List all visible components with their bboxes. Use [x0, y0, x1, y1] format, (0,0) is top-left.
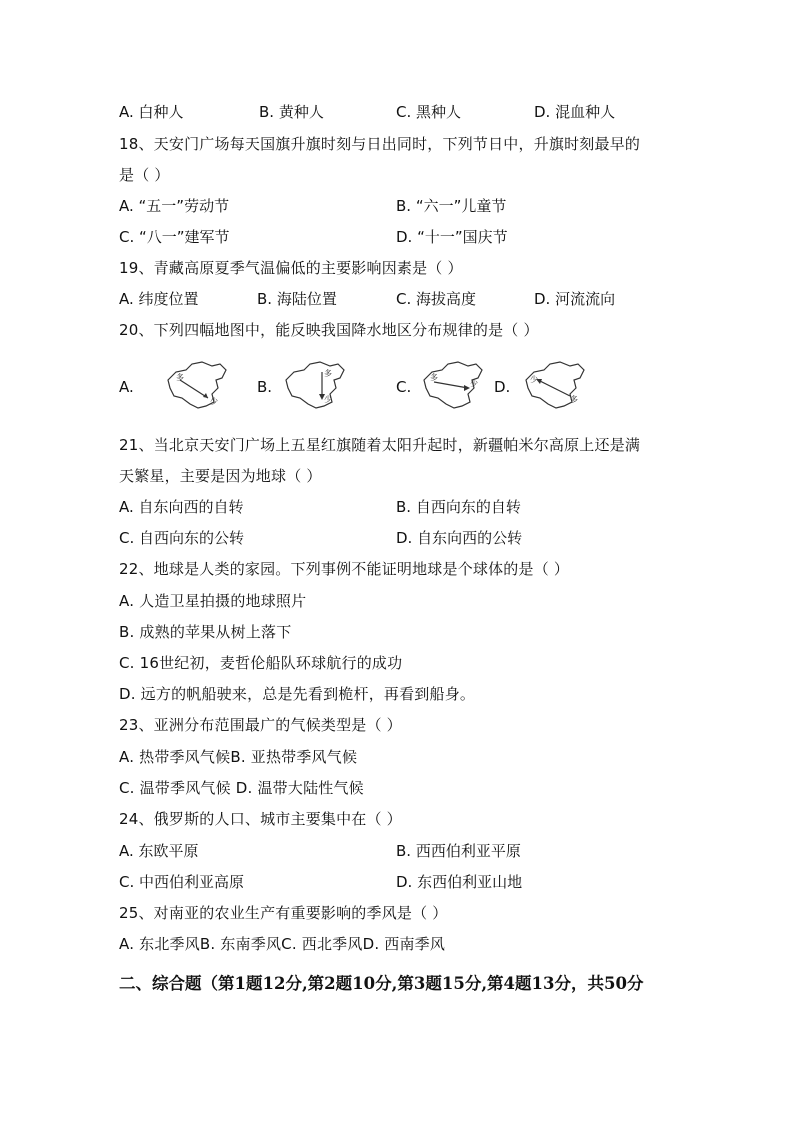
q21-option-b: B. 自西向东的自转 — [396, 498, 521, 516]
q20-option-b-label: B. — [257, 378, 273, 396]
section2-title: 二、综合题（第1题12分,第2题10分,第3题15分,第4题13分，共50分 — [119, 974, 644, 993]
q24-option-d: D. 东西伯利亚山地 — [396, 873, 523, 891]
q17-option-c: C. 黑种人 — [396, 103, 462, 121]
q18-option-a: A. “五一”劳动节 — [119, 197, 230, 215]
q18-option-d: D. “十一”国庆节 — [396, 228, 508, 246]
q21-stem-line2: 天繁星，主要是因为地球（ ） — [119, 467, 322, 485]
map-a-text-shao: 少 — [210, 397, 218, 406]
q24-stem: 24、俄罗斯的人口、城市主要集中在（ ） — [119, 810, 402, 828]
china-map-c-icon — [418, 358, 488, 412]
q24-option-c: C. 中西伯利亚高原 — [119, 873, 245, 891]
q22-option-a: A. 人造卫星拍摄的地球照片 — [119, 592, 307, 610]
map-c-text-shao: 少 — [470, 379, 478, 388]
china-map-a-icon — [162, 358, 232, 412]
q19-option-b: B. 海陆位置 — [257, 290, 337, 308]
q25-options-line: A. 东北季风B. 东南季风C. 西北季风D. 西南季风 — [119, 935, 446, 953]
q24-option-a: A. 东欧平原 — [119, 842, 199, 860]
q19-option-d: D. 河流流向 — [534, 290, 616, 308]
q18-option-b: B. “六一”儿童节 — [396, 197, 507, 215]
q20-stem: 20、下列四幅地图中，能反映我国降水地区分布规律的是（ ） — [119, 321, 539, 339]
q21-option-c: C. 自西向东的公转 — [119, 529, 245, 547]
map-b-text-shao: 少 — [324, 395, 332, 404]
q21-option-d: D. 自东向西的公转 — [396, 529, 523, 547]
q18-stem-line2: 是（ ） — [119, 166, 170, 184]
map-d-text-shao: 少 — [530, 375, 538, 384]
q23-stem: 23、亚洲分布范围最广的气候类型是（ ） — [119, 716, 402, 734]
q19-stem: 19、青藏高原夏季气温偏低的主要影响因素是（ ） — [119, 259, 463, 277]
q21-option-a: A. 自东向西的自转 — [119, 498, 244, 516]
china-map-d-icon — [520, 358, 590, 412]
map-b-text-duo: 多 — [324, 369, 332, 378]
china-map-b-icon — [280, 358, 350, 412]
q20-option-d-label: D. — [494, 378, 511, 396]
q18-option-c: C. “八一”建军节 — [119, 228, 230, 246]
q22-option-b: B. 成熟的苹果从树上落下 — [119, 623, 292, 641]
q25-stem: 25、对南亚的农业生产有重要影响的季风是（ ） — [119, 904, 448, 922]
q19-option-a: A. 纬度位置 — [119, 290, 199, 308]
q17-option-a: A. 白种人 — [119, 103, 184, 121]
q20-option-c-label: C. — [396, 378, 412, 396]
q23-options-line2: C. 温带季风气候 D. 温带大陆性气候 — [119, 779, 364, 797]
q17-option-d: D. 混血种人 — [534, 103, 616, 121]
map-d-text-duo: 多 — [570, 395, 578, 404]
q22-stem: 22、地球是人类的家园。下列事例不能证明地球是个球体的是（ ） — [119, 560, 570, 578]
map-a-text-duo: 多 — [176, 373, 184, 382]
q22-option-c: C. 16世纪初，麦哲伦船队环球航行的成功 — [119, 654, 403, 672]
q24-option-b: B. 西西伯利亚平原 — [396, 842, 521, 860]
map-c-text-duo: 多 — [430, 373, 438, 382]
q19-option-c: C. 海拔高度 — [396, 290, 477, 308]
q23-options-line1: A. 热带季风气候B. 亚热带季风气候 — [119, 748, 358, 766]
q21-stem-line1: 21、当北京天安门广场上五星红旗随着太阳升起时，新疆帕米尔高原上还是满 — [119, 436, 641, 454]
q22-option-d: D. 远方的帆船驶来，总是先看到桅杆，再看到船身。 — [119, 685, 476, 703]
q18-stem-line1: 18、天安门广场每天国旗升旗时刻与日出同时，下列节日中，升旗时刻最早的 — [119, 135, 641, 153]
q20-option-a-label: A. — [119, 378, 134, 396]
q17-option-b: B. 黄种人 — [259, 103, 324, 121]
